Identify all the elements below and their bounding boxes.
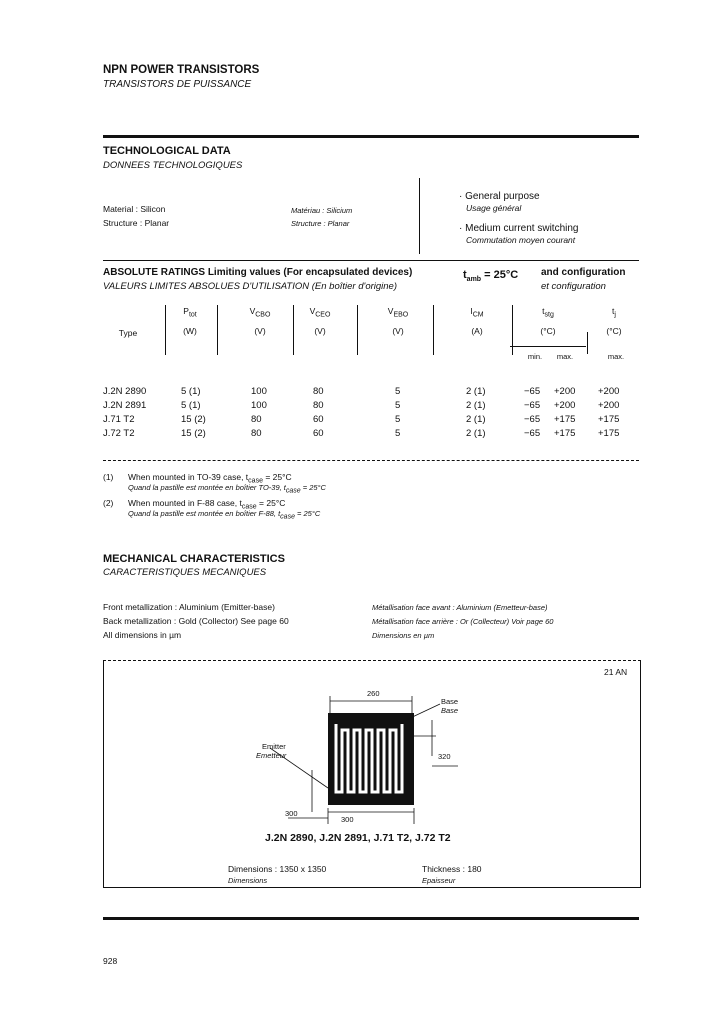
sep [357, 305, 358, 355]
dimensions-fr: Dimensions [228, 876, 268, 885]
cell-tmin: −65 [524, 414, 541, 425]
base-lead [406, 704, 440, 720]
cell-type: J.2N 2891 [103, 400, 147, 411]
col-vcbo: $V_{CBO}$ [249, 306, 271, 319]
material-fr: Matériau : Silicium [291, 206, 353, 215]
col-vebo: $V_{EBO}$ [387, 306, 409, 319]
cell-tj: +175 [598, 428, 620, 439]
table-bottom-rule [103, 460, 639, 461]
structure: Structure : Planar [103, 218, 170, 228]
cell-ptot: 15 (2) [181, 428, 206, 439]
cell-vcbo: 80 [251, 414, 262, 425]
cell-tj: +200 [598, 386, 620, 397]
sep-h [510, 346, 586, 347]
cell-icm: 2 (1) [466, 414, 486, 425]
doc-subtitle: TRANSISTORS DE PUISSANCE [103, 79, 252, 90]
tamb-value: = 25°C [484, 269, 519, 281]
cell-tmin: −65 [524, 400, 541, 411]
col-max: max. [556, 352, 574, 361]
col-icm-unit: (A) [471, 326, 483, 336]
cell-vcbo: 80 [251, 428, 262, 439]
note-1-num: (1) [103, 472, 114, 482]
all-dims-fr: Dimensions en µm [372, 631, 435, 640]
cell-ptot: 15 (2) [181, 414, 206, 425]
divider [419, 178, 420, 254]
tamb [463, 269, 518, 283]
cell-tmin: −65 [524, 428, 541, 439]
front-metal: Front metallization : Aluminium (Emitter-base) [103, 602, 275, 612]
col-tstg-unit: (°C) [540, 326, 556, 336]
dim-top: 260 [367, 689, 380, 698]
config: and configuration [541, 267, 626, 278]
col-icm: $I_{CM}$ [470, 306, 484, 319]
thickness-fr: Epaisseur [422, 876, 456, 885]
sep [587, 332, 588, 354]
col-tj: $t_j$ [612, 306, 616, 319]
label-emitter: Emitter [262, 742, 286, 751]
cell-vcbo: 100 [251, 400, 267, 411]
tamb-label: t [463, 269, 467, 281]
section-rule [103, 135, 639, 138]
cell-vebo: 5 [395, 414, 401, 425]
cell-type: J.2N 2890 [103, 386, 147, 397]
cell-vebo: 5 [395, 400, 401, 411]
col-max2: max. [607, 352, 625, 361]
cell-tmax: +200 [554, 400, 576, 411]
cell-ptot: 5 (1) [181, 400, 201, 411]
bottom-rule [103, 917, 639, 920]
mech-subtitle: CARACTERISTIQUES MECANIQUES [103, 567, 267, 578]
dim-left: 300 [285, 809, 298, 818]
all-dims: All dimensions in µm [103, 630, 182, 640]
col-ptot: $P_{tot}$ [183, 306, 197, 319]
col-tstg: $t_{stg}$ [542, 306, 554, 319]
note-2-num: (2) [103, 498, 114, 508]
dim-right: 320 [438, 752, 451, 761]
col-vceo-unit: (V) [314, 326, 326, 336]
diagram-ref: 21 AN [604, 667, 628, 677]
col-type: Type [118, 328, 138, 338]
front-metal-fr: Métallisation face avant : Aluminium (Emetteur-base) [372, 603, 548, 612]
cell-vceo: 80 [313, 400, 324, 411]
label-base-fr: Base [441, 706, 459, 715]
purpose-general-fr: Usage général [466, 203, 522, 213]
purpose-general: · General purpose [459, 191, 540, 202]
thickness: Thickness : 180 [422, 864, 482, 874]
dimensions: Dimensions : 1350 x 1350 [228, 864, 327, 874]
purpose-switching: · Medium current switching [459, 223, 579, 234]
col-vebo-unit: (V) [392, 326, 404, 336]
label-emitter-fr: Emetteur [256, 751, 287, 760]
cell-tj: +175 [598, 414, 620, 425]
cell-type: J.71 T2 [103, 414, 135, 425]
purpose-switching-fr: Commutation moyen courant [466, 235, 576, 245]
cell-vebo: 5 [395, 386, 401, 397]
cell-vceo: 80 [313, 386, 324, 397]
material: Material : Silicon [103, 204, 166, 214]
col-ptot-unit: (W) [183, 326, 197, 336]
ratings-title: ABSOLUTE RATINGS Limiting values (For encapsulated devices) [103, 267, 413, 278]
mech-title: MECHANICAL CHARACTERISTICS [103, 553, 285, 565]
label-base: Base [441, 697, 459, 706]
cell-vcbo: 100 [251, 386, 267, 397]
note-1-fr: Quand la pastille est montée en boîtier TO-39, tcase = 25°C [128, 483, 326, 495]
sep [165, 305, 166, 355]
doc-title: NPN POWER TRANSISTORS [103, 64, 260, 76]
note-2: When mounted in F-88 case, $t_{case} = 25^\circ C$ [128, 498, 286, 511]
cell-vceo: 60 [313, 428, 324, 439]
sep [293, 305, 294, 355]
page-number: 928 [103, 956, 118, 966]
col-vcbo-unit: (V) [254, 326, 266, 336]
tamb-sub: amb [466, 276, 482, 284]
col-vceo: $V_{CEO}$ [309, 306, 331, 319]
cell-tmax: +200 [554, 386, 576, 397]
config-fr: et configuration [541, 281, 606, 292]
tech-subtitle: DONNEES TECHNOLOGIQUES [103, 160, 243, 171]
note-1: When mounted in TO-39 case, $t_{case} = 25^\circ C$ [128, 472, 292, 485]
cell-type: J.72 T2 [103, 428, 135, 439]
cell-icm: 2 (1) [466, 386, 486, 397]
ratings-subtitle: VALEURS LIMITES ABSOLUES D'UTILISATION (En boîtier d'origine) [103, 281, 398, 292]
cell-vceo: 60 [313, 414, 324, 425]
diagram-caption: J.2N 2890, J.2N 2891, J.71 T2, J.72 T2 [265, 832, 451, 844]
cell-icm: 2 (1) [466, 400, 486, 411]
structure-fr: Structure : Planar [291, 219, 350, 228]
sep [217, 305, 218, 355]
cell-tj: +200 [598, 400, 620, 411]
back-metal: Back metallization : Gold (Collector) See page 60 [103, 616, 289, 626]
thin-rule [103, 260, 639, 261]
dim-bottom: 300 [341, 815, 354, 824]
cell-tmax: +175 [554, 414, 576, 425]
col-min: min. [527, 352, 543, 361]
cell-tmin: −65 [524, 386, 541, 397]
sep [433, 305, 434, 355]
cell-vebo: 5 [395, 428, 401, 439]
cell-tmax: +175 [554, 428, 576, 439]
cell-ptot: 5 (1) [181, 386, 201, 397]
tech-title: TECHNOLOGICAL DATA [103, 145, 231, 157]
note-2-fr: Quand la pastille est montée en boîtier F-88, tcase = 25°C [128, 509, 321, 521]
sep [512, 305, 513, 355]
back-metal-fr: Métallisation face arrière : Or (Collecteur) Voir page 60 [372, 617, 554, 626]
cell-icm: 2 (1) [466, 428, 486, 439]
col-tj-unit: (°C) [606, 326, 622, 336]
